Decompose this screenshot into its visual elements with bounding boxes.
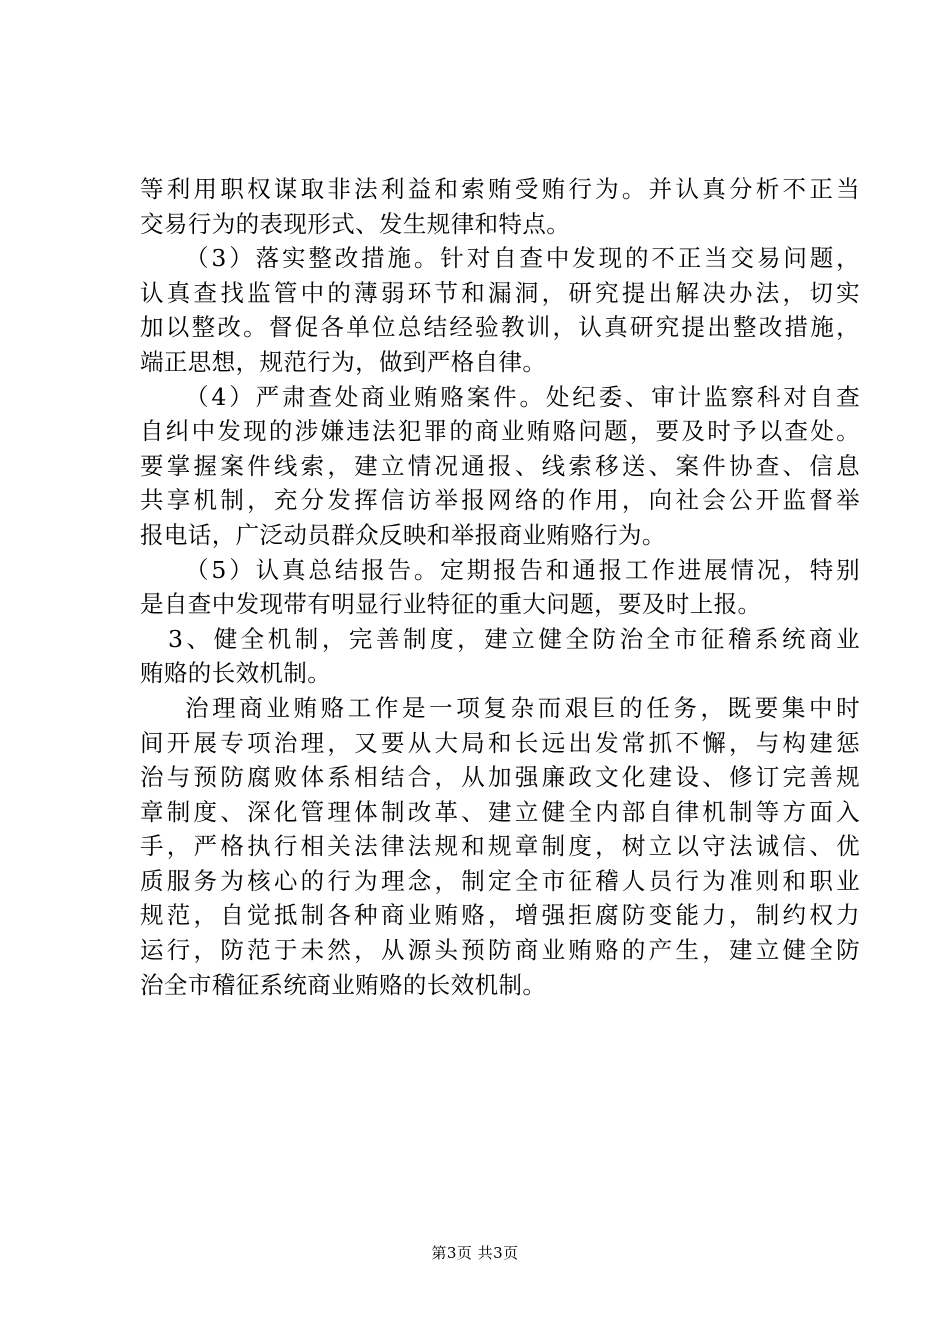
text-line: 章制度、深化管理体制改革、建立健全内部自律机制等方面入 (140, 797, 860, 826)
text-line: 共享机制，充分发挥信访举报网络的作用，向社会公开监督举 (140, 486, 860, 515)
text-line: 端正思想，规范行为，做到严格自律。 (140, 347, 547, 376)
page-footer: 第3页 共3页 (431, 1244, 519, 1262)
text-line: 自纠中发现的涉嫌违法犯罪的商业贿赂问题，要及时予以查处。 (140, 417, 860, 446)
text-line: 运行，防范于未然，从源头预防商业贿赂的产生，建立健全防 (140, 936, 860, 965)
text-line: 治理商业贿赂工作是一项复杂而艰巨的任务，既要集中时 (185, 693, 860, 722)
text-line: 间开展专项治理，又要从大局和长远出发常抓不懈，与构建惩 (140, 728, 860, 757)
text-line: 规范，自觉抵制各种商业贿赂，增强拒腐防变能力，制约权力 (140, 901, 860, 930)
text-line: 加以整改。督促各单位总结经验教训，认真研究提出整改措施， (140, 313, 860, 342)
text-line: （3）落实整改措施。针对自查中发现的不正当交易问题， (185, 244, 860, 273)
text-line: 是自查中发现带有明显行业特征的重大问题，要及时上报。 (140, 590, 762, 619)
text-line: 报电话，广泛动员群众反映和举报商业贿赂行为。 (140, 520, 666, 549)
text-line: 认真查找监管中的薄弱环节和漏洞，研究提出解决办法，切实 (140, 278, 860, 307)
text-line: 等利用职权谋取非法利益和索贿受贿行为。并认真分析不正当 (140, 175, 860, 203)
text-line: 治全市稽征系统商业贿赂的长效机制。 (140, 970, 547, 999)
text-line: （5）认真总结报告。定期报告和通报工作进展情况，特别 (185, 555, 860, 584)
text-line: 治与预防腐败体系相结合，从加强廉政文化建设、修订完善规 (140, 763, 860, 792)
document-body (140, 172, 860, 1002)
text-line: 交易行为的表现形式、发生规律和特点。 (140, 209, 571, 238)
text-line: 要掌握案件线索，建立情况通报、线索移送、案件协查、信息 (140, 451, 860, 480)
text-line: 质服务为核心的行为理念，制定全市征稽人员行为准则和职业 (140, 866, 860, 895)
text-line: 手，严格执行相关法律法规和规章制度，树立以守法诚信、优 (140, 832, 860, 861)
text-line: 贿赂的长效机制。 (140, 659, 332, 688)
text-line: （4）严肃查处商业贿赂案件。处纪委、审计监察科对自查 (185, 382, 860, 411)
text-line: 3、健全机制，完善制度，建立健全防治全市征稽系统商业 (168, 624, 860, 653)
